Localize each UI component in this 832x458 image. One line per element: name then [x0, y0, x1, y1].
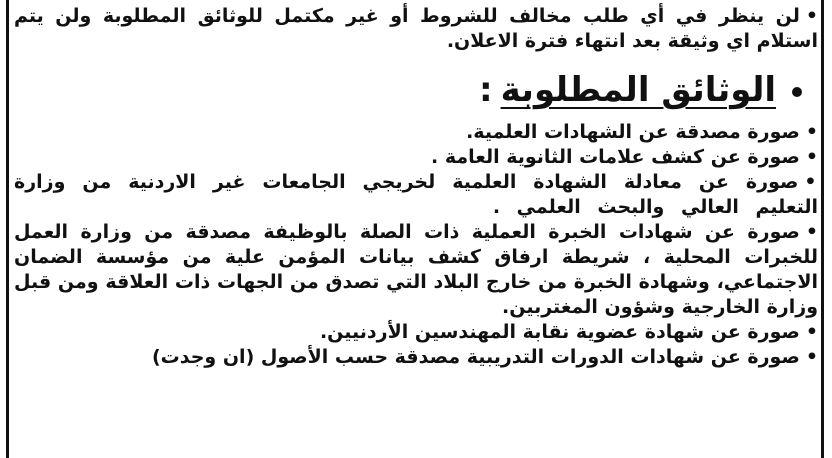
bullet-icon: •: [804, 171, 818, 193]
list-item: [14, 120, 818, 145]
notice-paragraph: [14, 4, 818, 54]
list-item-text: صورة عن معادلة الشهادة العلمية لخريجي الجامعات غير الاردنية من وزارة التعليم العالي والبحث العلمي .: [14, 171, 818, 218]
bullet-icon: •: [805, 321, 818, 343]
list-item-text: صورة عن شهادة عضوية نقابة المهندسين الأردنيين.: [319, 321, 800, 343]
bullet-icon: •: [805, 346, 818, 368]
list-item: [14, 145, 818, 170]
list-item-text: صورة عن كشف علامات الثانوية العامة .: [430, 146, 800, 168]
bullet-icon: •: [805, 121, 818, 143]
list-item: [14, 320, 818, 345]
list-item-text: صورة مصدقة عن الشهادات العلمية.: [466, 121, 800, 143]
list-item: [14, 345, 818, 370]
list-item: [14, 170, 818, 220]
notice-text: لن ينظر في أي طلب مخالف للشروط أو غير مكتمل للوثائق المطلوبة ولن يتم استلام اي وثيقة بعد انتهاء فترة الاعلان.: [14, 5, 818, 52]
announcement-document: [14, 0, 818, 370]
list-item-text: صورة عن شهادات الخبرة العملية ذات الصلة بالوظيفة مصدقة من وزارة العمل للخبرات المحلية ، شريطة ارفاق كشف بيانات المؤمن علية من مؤسسة الضمان الاجتماعي، وشهادة الخبرة من خارج البلاد التي تصدق من الجهات ذات العلاقة ومن قبل وزارة الخارجية وشؤون المغتربين.: [14, 221, 818, 318]
section-title: الوثائق المطلوبة: [500, 70, 776, 110]
bullet-icon: •: [805, 5, 818, 27]
bullet-icon: •: [805, 221, 818, 243]
list-item-text: صورة عن شهادات الدورات التدريبية مصدقة حسب الأصول (ان وجدت): [151, 346, 800, 368]
section-heading: [14, 68, 818, 112]
bullet-icon: •: [805, 146, 818, 168]
list-item: [14, 220, 818, 320]
section-title-colon: :: [478, 70, 493, 110]
heading-bullet-icon: [792, 87, 802, 97]
